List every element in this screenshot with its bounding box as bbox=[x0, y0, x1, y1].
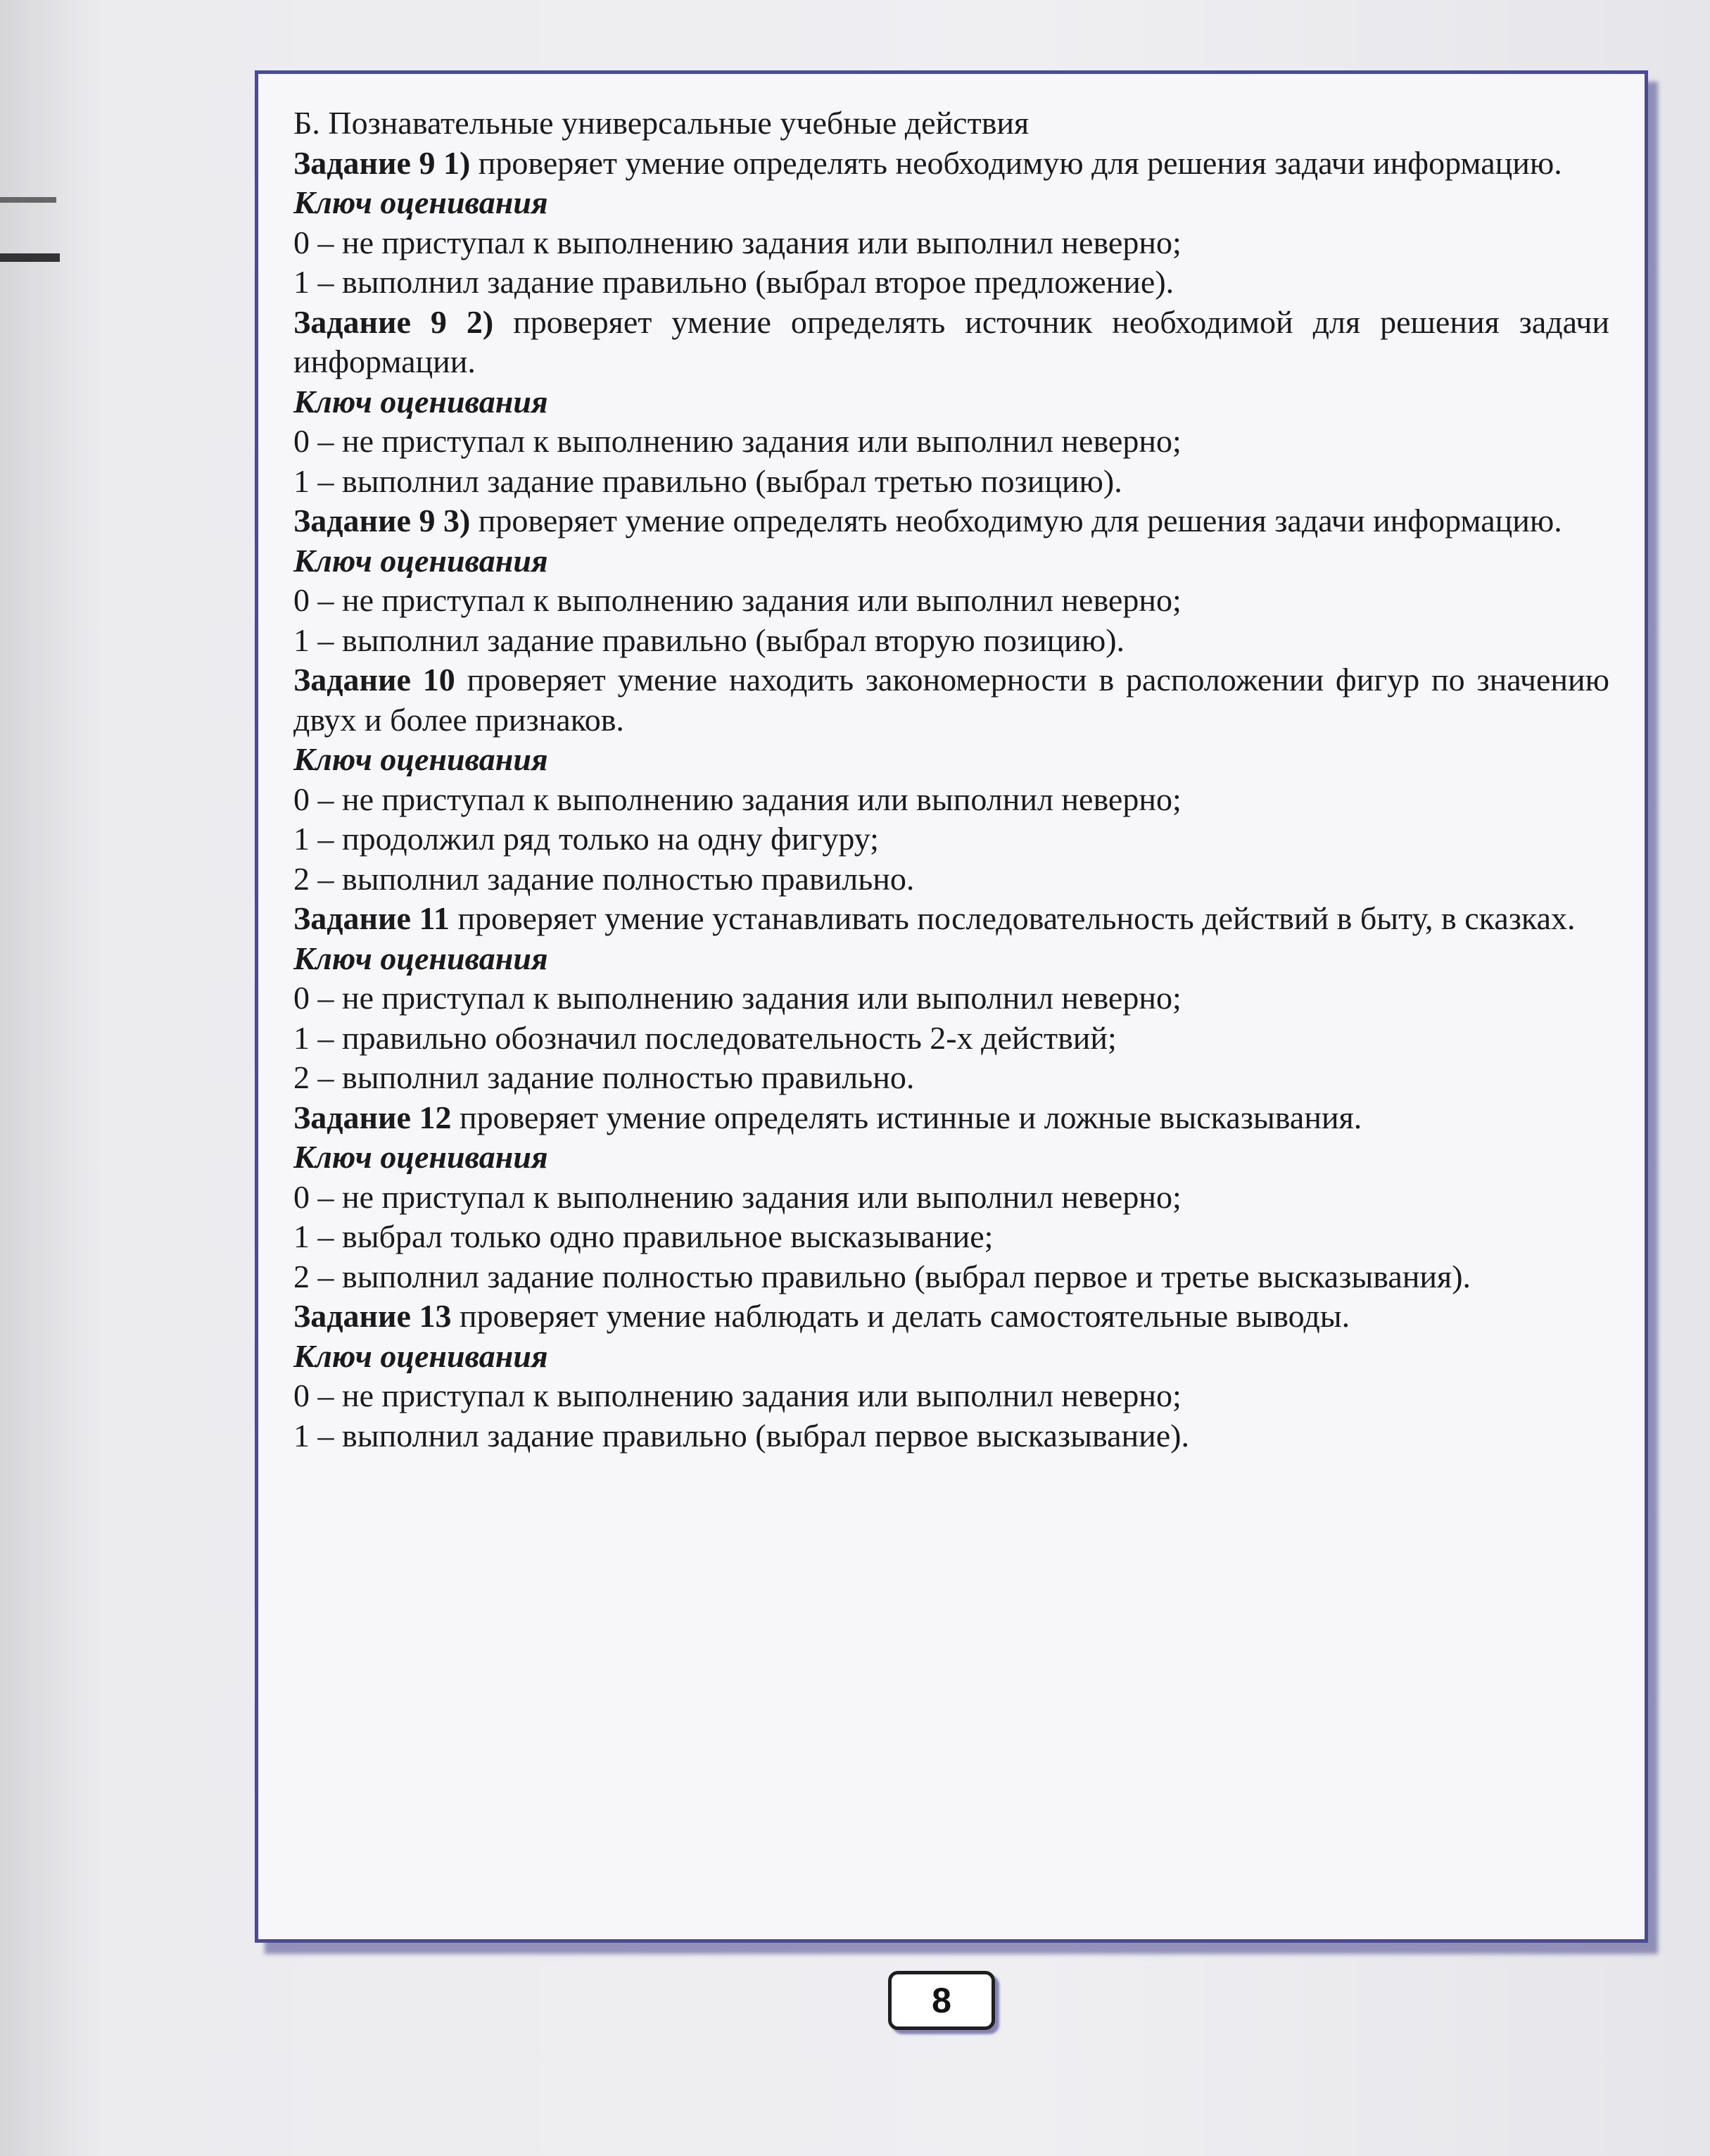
task-description: проверяет умение определять необходимую для решения задачи информацию. bbox=[478, 503, 1562, 538]
key-heading: Ключ оценивания bbox=[293, 741, 548, 777]
section-title: Б. Познавательные универсальные учебные действия bbox=[293, 105, 1030, 141]
key-heading: Ключ оценивания bbox=[293, 1139, 548, 1175]
task-label: Задание 9 3) bbox=[293, 503, 471, 538]
criterion-2: 2 – выполнил задание полностью правильно (выбрал первое и третье высказывания). bbox=[293, 1258, 1471, 1294]
criterion-0: 0 – не приступал к выполнению задания или выполнил неверно; bbox=[293, 423, 1182, 459]
task-label: Задание 11 bbox=[293, 900, 450, 936]
criterion-1: 1 – продолжил ряд только на одну фигуру; bbox=[293, 821, 879, 857]
key-heading: Ключ оценивания bbox=[293, 383, 548, 420]
content-frame bbox=[255, 70, 1648, 1943]
criterion-0: 0 – не приступал к выполнению задания или выполнил неверно; bbox=[293, 1378, 1182, 1413]
criterion-1: 1 – выполнил задание правильно (выбрал вторую позицию). bbox=[293, 622, 1125, 658]
task-label: Задание 9 2) bbox=[293, 303, 494, 340]
criterion-2: 2 – выполнил задание полностью правильно. bbox=[293, 860, 915, 897]
criterion-1: 1 – выполнил задание правильно (выбрал первое высказывание). bbox=[293, 1417, 1189, 1454]
task-label: Задание 13 bbox=[293, 1298, 452, 1334]
document-body bbox=[293, 103, 1609, 1456]
task-description: проверяет умение устанавливать последовательность действий в быту, в сказках. bbox=[457, 900, 1576, 936]
task-description: проверяет умение определять необходимую для решения задачи информацию. bbox=[478, 144, 1562, 181]
key-heading: Ключ оценивания bbox=[293, 542, 548, 579]
criterion-0: 0 – не приступал к выполнению задания или выполнил неверно; bbox=[293, 224, 1182, 260]
criterion-0: 0 – не приступал к выполнению задания или выполнил неверно; bbox=[293, 582, 1182, 618]
criterion-0: 0 – не приступал к выполнению задания или выполнил неверно; bbox=[293, 980, 1182, 1016]
task-9-3 bbox=[293, 501, 1609, 541]
task-label: Задание 9 1) bbox=[293, 144, 471, 181]
key-heading: Ключ оценивания bbox=[293, 1337, 548, 1374]
task-11 bbox=[293, 899, 1609, 939]
task-13 bbox=[293, 1297, 1609, 1337]
task-10 bbox=[293, 660, 1609, 740]
task-9-2 bbox=[293, 303, 1609, 382]
task-description: проверяет умение определять источник необходимой для решения задачи информации. bbox=[293, 303, 1610, 379]
criterion-2: 2 – выполнил задание полностью правильно. bbox=[293, 1059, 915, 1095]
task-label: Задание 12 bbox=[293, 1099, 452, 1135]
criterion-1: 1 – выполнил задание правильно (выбрал второе предложение). bbox=[293, 264, 1174, 300]
key-heading: Ключ оценивания bbox=[293, 940, 548, 976]
task-label: Задание 10 bbox=[293, 662, 455, 698]
binding-edge-marks bbox=[0, 176, 63, 260]
task-12 bbox=[293, 1098, 1609, 1138]
criterion-1: 1 – выполнил задание правильно (выбрал третью позицию). bbox=[293, 462, 1122, 499]
criterion-0: 0 – не приступал к выполнению задания или выполнил неверно; bbox=[293, 781, 1182, 817]
task-9-1 bbox=[293, 144, 1609, 184]
key-heading: Ключ оценивания bbox=[293, 184, 548, 220]
page-number: 8 bbox=[888, 1971, 995, 2030]
criterion-0: 0 – не приступал к выполнению задания или выполнил неверно; bbox=[293, 1178, 1182, 1215]
criterion-1: 1 – правильно обозначил последовательность 2-х действий; bbox=[293, 1019, 1117, 1056]
task-description: проверяет умение находить закономерности в расположении фигур по значению двух и более признаков. bbox=[293, 662, 1609, 738]
criterion-1: 1 – выбрал только одно правильное высказывание; bbox=[293, 1218, 994, 1254]
task-description: проверяет умение определять истинные и ложные высказывания. bbox=[459, 1099, 1362, 1135]
task-description: проверяет умение наблюдать и делать самостоятельные выводы. bbox=[459, 1298, 1350, 1334]
